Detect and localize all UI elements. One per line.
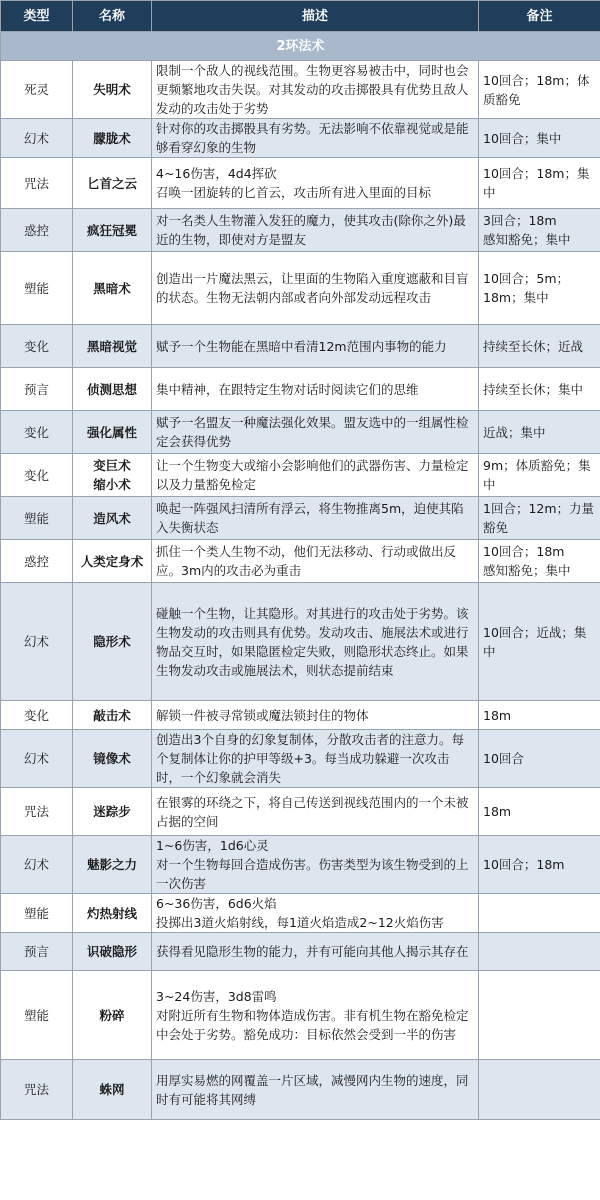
table-row (1, 971, 600, 1060)
spell-note: 10回合；18m；体质豁免 (479, 61, 600, 119)
table-row (1, 158, 600, 209)
spell-type: 幻术 (1, 119, 73, 158)
spell-note (479, 1060, 600, 1120)
spell-note: 18m (479, 788, 600, 836)
spell-name: 失明术 (73, 61, 152, 119)
spell-type: 幻术 (1, 730, 73, 788)
section-row (1, 32, 600, 61)
spell-name: 蛛网 (73, 1060, 152, 1120)
spell-type: 幻术 (1, 583, 73, 701)
spell-note (479, 971, 600, 1060)
spell-name: 强化属性 (73, 411, 152, 454)
spell-note: 9m；体质豁免；集中 (479, 454, 600, 497)
table-row (1, 252, 600, 325)
header-row (1, 1, 600, 32)
spell-name: 粉碎 (73, 971, 152, 1060)
spell-name: 黑暗术 (73, 252, 152, 325)
spell-note: 3回合；18m 感知豁免；集中 (479, 209, 600, 252)
spell-type: 惑控 (1, 540, 73, 583)
spell-name: 疯狂冠冕 (73, 209, 152, 252)
spell-name: 朦胧术 (73, 119, 152, 158)
spell-note: 持续至长休；近战 (479, 325, 600, 368)
spell-description: 唤起一阵强风扫清所有浮云，将生物推离5m，迫使其陷入失衡状态 (152, 497, 479, 540)
header-note: 备注 (479, 1, 600, 32)
spell-description: 在银雾的环绕之下，将自己传送到视线范围内的一个未被占据的空间 (152, 788, 479, 836)
spell-name: 黑暗视觉 (73, 325, 152, 368)
section-title: 2环法术 (1, 32, 600, 61)
table-row (1, 583, 600, 701)
spell-type: 塑能 (1, 252, 73, 325)
spell-name: 侦测思想 (73, 368, 152, 411)
spell-description: 创造出一片魔法黑云，让里面的生物陷入重度遮蔽和目盲的状态。生物无法朝内部或者向外部发动远程攻击 (152, 252, 479, 325)
spell-description: 获得看见隐形生物的能力，并有可能向其他人揭示其存在 (152, 933, 479, 971)
spell-note (479, 894, 600, 933)
table-row (1, 411, 600, 454)
spell-note: 10回合；集中 (479, 119, 600, 158)
table-row (1, 325, 600, 368)
spell-description: 集中精神，在跟特定生物对话时阅读它们的思维 (152, 368, 479, 411)
spell-note: 近战；集中 (479, 411, 600, 454)
spell-description: 让一个生物变大或缩小会影响他们的武器伤害、力量检定以及力量豁免检定 (152, 454, 479, 497)
header-desc: 描述 (152, 1, 479, 32)
spell-note: 10回合；18m；集中 (479, 158, 600, 209)
spell-name: 造风术 (73, 497, 152, 540)
spell-type: 变化 (1, 454, 73, 497)
spell-note: 18m (479, 701, 600, 730)
table-row (1, 540, 600, 583)
spell-type: 塑能 (1, 497, 73, 540)
table-row (1, 788, 600, 836)
table-row (1, 836, 600, 894)
spell-name: 灼热射线 (73, 894, 152, 933)
spell-type: 预言 (1, 368, 73, 411)
spell-name: 敲击术 (73, 701, 152, 730)
spell-description: 解锁一件被寻常锁或魔法锁封住的物体 (152, 701, 479, 730)
table-body (1, 32, 600, 1120)
table-row (1, 1060, 600, 1120)
spell-note: 1回合；12m；力量豁免 (479, 497, 600, 540)
table-row (1, 119, 600, 158)
spell-description: 限制一个敌人的视线范围。生物更容易被击中，同时也会更频繁地攻击失误。对其发动的攻击掷骰具有优势且敌人发动的攻击处于劣势 (152, 61, 479, 119)
spell-note: 10回合；近战；集中 (479, 583, 600, 701)
table-row (1, 454, 600, 497)
spell-name: 变巨术 缩小术 (73, 454, 152, 497)
spell-name: 迷踪步 (73, 788, 152, 836)
spell-name: 魅影之力 (73, 836, 152, 894)
spell-name: 隐形术 (73, 583, 152, 701)
spell-note: 10回合；18m (479, 836, 600, 894)
header-type: 类型 (1, 1, 73, 32)
spell-type: 变化 (1, 701, 73, 730)
spell-note: 10回合 (479, 730, 600, 788)
table-row (1, 497, 600, 540)
table-row (1, 701, 600, 730)
spell-description: 抓住一个类人生物不动，他们无法移动、行动或做出反应。3m内的攻击必为重击 (152, 540, 479, 583)
table-row (1, 61, 600, 119)
spell-type: 变化 (1, 411, 73, 454)
spell-note: 持续至长休；集中 (479, 368, 600, 411)
table-row (1, 933, 600, 971)
table-row (1, 209, 600, 252)
spell-name: 镜像术 (73, 730, 152, 788)
table-row (1, 894, 600, 933)
spell-note: 10回合；5m；18m；集中 (479, 252, 600, 325)
spell-note (479, 933, 600, 971)
spell-name: 人类定身术 (73, 540, 152, 583)
spell-type: 预言 (1, 933, 73, 971)
spell-note: 10回合；18m 感知豁免；集中 (479, 540, 600, 583)
spell-description: 赋予一个生物能在黑暗中看清12m范围内事物的能力 (152, 325, 479, 368)
spell-description: 碰触一个生物，让其隐形。对其进行的攻击处于劣势。该生物发动的攻击则具有优势。发动攻击、施展法术或进行物品交互时，如果隐匿检定失败，则隐形状态终止。如果生物发动攻击或施展法术，则状态提前结束 (152, 583, 479, 701)
spell-description: 创造出3个自身的幻象复制体，分散攻击者的注意力。每个复制体让你的护甲等级+3。每当成功躲避一次攻击时，一个幻象就会消失 (152, 730, 479, 788)
header-name: 名称 (73, 1, 152, 32)
spell-name: 识破隐形 (73, 933, 152, 971)
table-row (1, 368, 600, 411)
spell-description: 赋予一名盟友一种魔法强化效果。盟友选中的一组属性检定会获得优势 (152, 411, 479, 454)
spell-type: 变化 (1, 325, 73, 368)
spell-description: 用厚实易燃的网覆盖一片区域，减慢网内生物的速度，同时有可能将其网缚 (152, 1060, 479, 1120)
spell-type: 塑能 (1, 971, 73, 1060)
spell-name: 匕首之云 (73, 158, 152, 209)
spell-description: 3~24伤害，3d8雷鸣 对附近所有生物和物体造成伤害。非有机生物在豁免检定中会处于劣势。豁免成功：目标依然会受到一半的伤害 (152, 971, 479, 1060)
spell-type: 咒法 (1, 158, 73, 209)
spell-description: 4~16伤害，4d4挥砍 召唤一团旋转的匕首云，攻击所有进入里面的目标 (152, 158, 479, 209)
spell-type: 咒法 (1, 788, 73, 836)
spell-description: 对一名类人生物灌入发狂的魔力，使其攻击(除你之外)最近的生物，即使对方是盟友 (152, 209, 479, 252)
table-row (1, 730, 600, 788)
spell-description: 针对你的攻击掷骰具有劣势。无法影响不依靠视觉或是能够看穿幻象的生物 (152, 119, 479, 158)
spell-type: 幻术 (1, 836, 73, 894)
spell-description: 1~6伤害，1d6心灵 对一个生物每回合造成伤害。伤害类型为该生物受到的上一次伤害 (152, 836, 479, 894)
spell-description: 6~36伤害，6d6火焰 投掷出3道火焰射线，每1道火焰造成2~12火焰伤害 (152, 894, 479, 933)
spell-type: 惑控 (1, 209, 73, 252)
spell-type: 咒法 (1, 1060, 73, 1120)
spell-type: 塑能 (1, 894, 73, 933)
spell-type: 死灵 (1, 61, 73, 119)
